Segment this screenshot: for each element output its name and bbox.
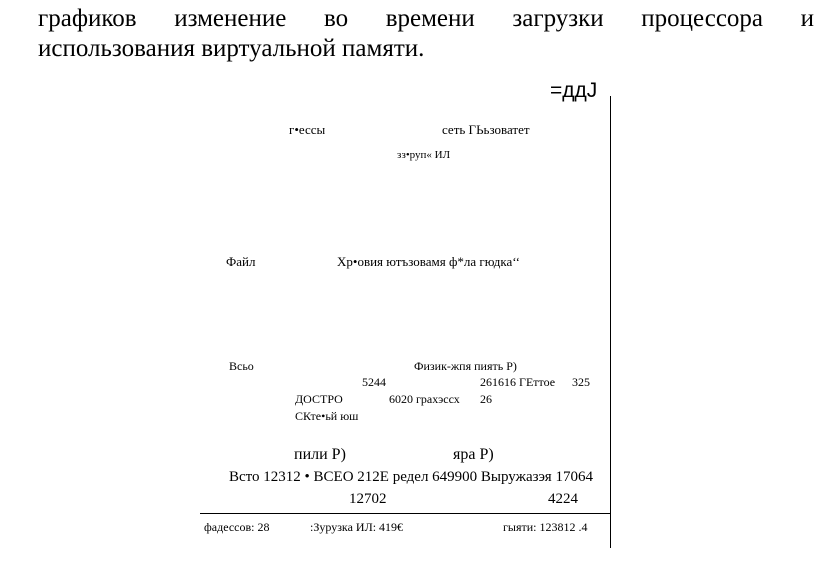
- physical-memory-label: Физик-жпя пиять Р): [414, 359, 517, 373]
- intro-word: во: [323, 5, 349, 32]
- memory-label-left: пили Р): [294, 446, 346, 463]
- section-heading: Хр•овия ютъзовамя ф*ла гюдка‘‘: [337, 254, 520, 269]
- value-325: 325: [572, 375, 590, 389]
- value-4224: 4224: [548, 491, 578, 507]
- intro-word: графиков: [38, 5, 137, 32]
- value-12702: 12702: [349, 491, 387, 507]
- intro-word: и: [800, 5, 814, 32]
- status-cpu-load: :Зурузка ИЛ: 419€: [310, 520, 404, 534]
- intro-word: времени: [385, 5, 475, 32]
- totals-line: Всто 12312 • ВСЕО 212Е редел 649900 Выружазэя 17064: [229, 469, 593, 485]
- status-memory: гыяти: 123812 .4: [503, 520, 588, 534]
- intro-word: изменение: [174, 5, 287, 32]
- menu-file[interactable]: Файл: [226, 254, 256, 269]
- tab-processes[interactable]: г•ессы: [289, 122, 326, 137]
- row-all-label: Всьо: [229, 359, 254, 373]
- intro-line-2: использования виртуальной памяти.: [38, 35, 425, 62]
- value-26: 26: [480, 392, 492, 406]
- status-bar-divider: [200, 513, 610, 514]
- label-sktery: СКте•ьй юш: [295, 409, 359, 423]
- value-6020: 6020 грахэссх: [389, 392, 460, 406]
- value-261616: 261616 ГЕттое: [480, 375, 556, 389]
- intro-line-1: [38, 4, 814, 34]
- intro-word: процессора: [641, 5, 764, 32]
- label-dostro: ДОСТРО: [295, 392, 343, 406]
- tab-cpu-load[interactable]: зз•руп« ИЛ: [397, 149, 451, 161]
- value-5244: 5244: [362, 375, 386, 389]
- frame-right-border: [610, 96, 611, 548]
- memory-label-right: яра Р): [453, 446, 494, 463]
- window-controls-glyph[interactable]: =ддJ: [550, 79, 598, 102]
- tab-network-users[interactable]: сеть ГЬьзоватет: [442, 122, 530, 137]
- status-processes: фадессов: 28: [204, 520, 270, 534]
- intro-word: загрузки: [512, 5, 604, 32]
